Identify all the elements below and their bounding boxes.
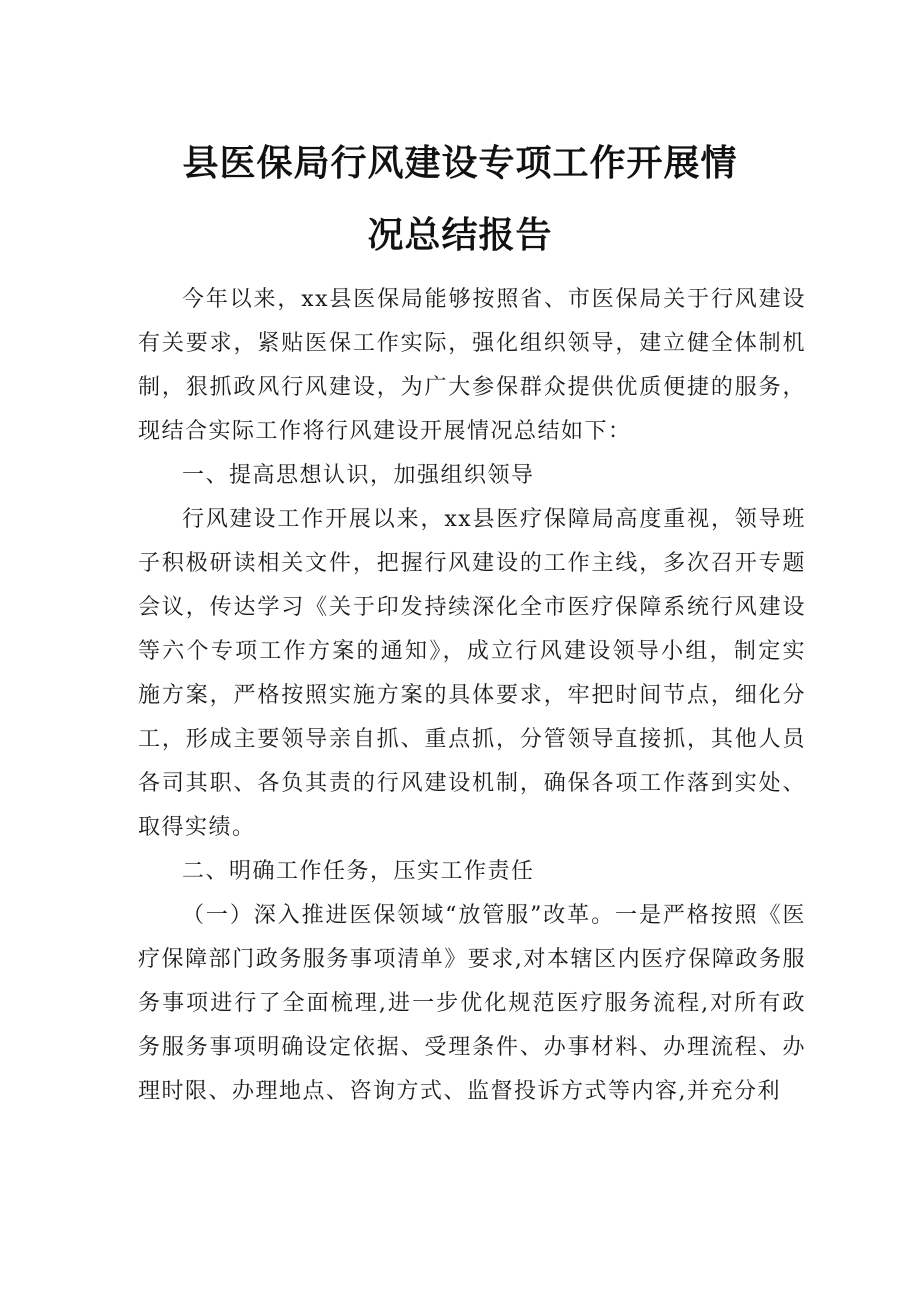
section-heading-2: 二、明确工作任务，压实工作责任 <box>182 859 535 884</box>
document-title-line-2: 况总结报告 <box>367 215 553 256</box>
section-2-paragraph: （一）深入推进医保领域“放管服”改革。一是严格按照《医疗保障部门政务服务事项清单》要求,对本辖区内医疗保障政务服务事项进行了全面梳理,进一步优化规范医疗服务流程,对所有政务服务事项明确设定依据、受理条件、办事材料、办理流程、办理时限、办理地点、咨询方式、监督投诉方式等内容,并充分利 <box>138 903 806 1104</box>
intro-paragraph: 今年以来，xx县医保局能够按照省、市医保局关于行风建设有关要求，紧贴医保工作实际，强化组织领导，建立健全体制机制，狠抓政风行风建设，为广大参保群众提供优质便捷的服务，现结合实际工作将行风建设开展情况总结如下： <box>138 287 806 444</box>
document-title-line-1: 县医保局行风建设专项工作开展情 <box>182 143 738 184</box>
section-1-paragraph: 行风建设工作开展以来，xx县医疗保障局高度重视，领导班子积极研读相关文件，把握行风建设的工作主线，多次召开专题会议，传达学习《关于印发持续深化全市医疗保障系统行风建设等六个专项工作方案的通知》，成立行风建设领导小组，制定实施方案，严格按照实施方案的具体要求，牢把时间节点，细化分工，形成主要领导亲自抓、重点抓，分管领导直接抓，其他人员各司其职、各负其责的行风建设机制，确保各项工作落到实处、取得实绩。 <box>138 507 806 840</box>
section-heading-1: 一、提高思想认识，加强组织领导 <box>182 463 535 488</box>
document-body <box>138 278 806 1114</box>
